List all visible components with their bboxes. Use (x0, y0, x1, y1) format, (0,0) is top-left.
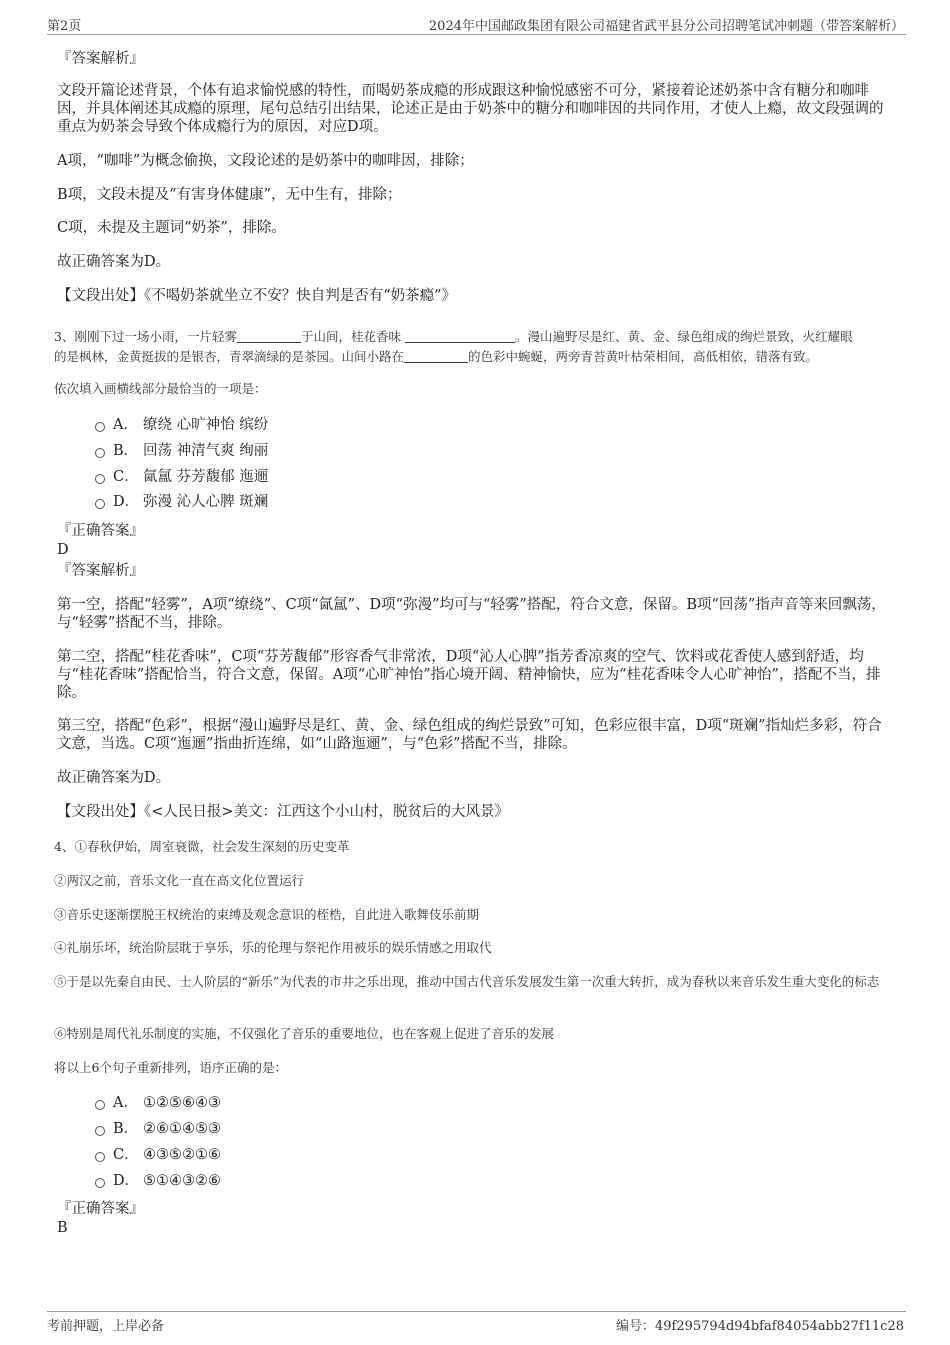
q3-question (54, 327, 904, 367)
q2-analysis-paragraph: 文段开篇论述背景，个体有追求愉悦感的特性，而喝奶茶成瘾的形成跟这种愉悦感密不可分，紧接着论述奶茶中含有糖分和咖啡因，并具体阐述其成瘾的原理，尾句总结引出结果，论述正是由于奶茶中的糖分和咖啡因的共同作用，才使人上瘾，故文段强调的重点为奶茶会导致个体成瘾行为的原因，对应D项。 (57, 83, 884, 135)
q4-option-a[interactable]: A． ①②⑤⑥④③ (95, 1093, 221, 1113)
page-header (47, 14, 906, 35)
q3-instruction: 依次填入画横线部分最恰当的一项是： (54, 381, 267, 396)
q3-blank-1 (237, 330, 301, 343)
q4-sentence-3: ③音乐史逐渐摆脱王权统治的束缚及观念意识的桎梏，自此进入歌舞伎乐前期 (54, 907, 480, 922)
q3-text-4: 的是枫林，金黄挺拔的是银杏，青翠滴绿的是茶园。山间小路在 (54, 349, 405, 364)
q3-option-c[interactable]: C． 氤氲 芬芳馥郁 迤逦 (95, 467, 268, 487)
q3-analysis-para-1: 第一空，搭配“轻雾”，A项“缭绕”、C项“氤氲”、D项“弥漫”均可与“轻雾”搭配，符合文意，保留。B项“回荡”指声音等来回飘荡，与“轻雾”搭配不当，排除。 (57, 597, 886, 631)
q4-sentence-5: ⑤于是以先秦自由民、士人阶层的“新乐”为代表的市井之乐出现，推动中国古代音乐发展发生第一次重大转折，成为春秋以来音乐发生重大变化的标志 (54, 974, 880, 989)
q3-source: 【文段出处】《<人民日报>美文：江西这个小山村，脱贫后的大风景》 (57, 804, 510, 820)
q3-text-1: 3、刚刚下过一场小雨，一片轻雾 (54, 329, 237, 344)
q4-correct-answer: B (57, 1220, 68, 1236)
q3-option-d[interactable]: D． 弥漫 沁人心脾 斑斓 (95, 492, 268, 512)
q3-text-2: 于山间，桂花香味 (300, 329, 401, 344)
q3-blank-2 (405, 330, 515, 343)
radio-icon[interactable] (95, 422, 105, 432)
radio-icon[interactable] (95, 1100, 105, 1110)
radio-icon[interactable] (95, 1126, 105, 1136)
q4-sentence-4: ④礼崩乐坏，统治阶层耽于享乐，乐的伦理与祭祀作用被乐的娱乐情感之用取代 (54, 940, 492, 955)
q4-instruction: 将以上6个句子重新排列，语序正确的是： (54, 1060, 287, 1075)
q4-correct-title: 『正确答案』 (57, 1201, 144, 1217)
radio-icon[interactable] (95, 1178, 105, 1188)
q4-sentence-2: ②两汉之前，音乐文化一直在高文化位置运行 (54, 873, 305, 888)
q4-option-b[interactable]: B． ②⑥①④⑤③ (95, 1119, 221, 1139)
q3-analysis-para-3: 第三空，搭配“色彩”，根据“漫山遍野尽是红、黄、金、绿色组成的绚烂景致”可知，色彩应很丰富，D项“斑斓”指灿烂多彩，符合文意，当选。C项“迤逦”指曲折连绵，如“山路迤逦”，与“色彩”搭配不当，排除。 (57, 718, 882, 752)
q2-analysis-title: 『答案解析』 (57, 51, 144, 67)
radio-icon[interactable] (95, 499, 105, 509)
document-title: 2024年中国邮政集团有限公司福建省武平县分公司招聘笔试冲刺题（带答案解析） (428, 19, 904, 34)
q4-sentence-1: 4、①春秋伊始，周室衰微，社会发生深刻的历史变革 (54, 839, 350, 854)
q3-analysis-title: 『答案解析』 (57, 563, 144, 579)
q2-option-c-note: C项，未提及主题词“奶茶”，排除。 (57, 220, 286, 236)
q3-blank-3 (404, 350, 468, 363)
radio-icon[interactable] (95, 448, 105, 458)
q2-option-b-note: B项，文段未提及“有害身体健康”，无中生有，排除； (57, 187, 402, 203)
q2-source: 【文段出处】《不喝奶茶就坐立不安？快自判是否有“奶茶瘾”》 (57, 288, 457, 304)
q3-text-5: 的色彩中蜿蜒，两旁青苔黄叶枯荣相间，高低相依，错落有致。 (468, 349, 819, 364)
q4-option-c[interactable]: C． ④③⑤②①⑥ (95, 1145, 221, 1165)
page-number: 第2页 (47, 19, 82, 34)
q2-option-a-note: A项，“咖啡”为概念偷换，文段论述的是奶茶中的咖啡因，排除； (57, 153, 474, 169)
q4-sentence-6: ⑥特别是周代礼乐制度的实施，不仅强化了音乐的重要地位，也在客观上促进了音乐的发展 (54, 1026, 555, 1041)
page-footer (47, 1311, 906, 1336)
q3-analysis-para-2: 第二空，搭配“桂花香味”，C项“芬芳馥郁”形容香气非常浓，D项“沁人心脾”指芳香凉爽的空气、饮料或花香使人感到舒适，均与“桂花香味”搭配恰当，符合文意，保留。A项“心旷神怡”指心境开阔、精神愉快，应为“桂花香味令人心旷神怡”，搭配不当，排除。 (57, 649, 881, 701)
radio-icon[interactable] (95, 1152, 105, 1162)
footer-slogan: 考前押题，上岸必备 (47, 1319, 165, 1334)
footer-serial: 编号：49f295794d94bfaf84054abb27f11c28 (615, 1319, 904, 1334)
q2-conclusion: 故正确答案为D。 (57, 254, 171, 270)
q3-correct-title: 『正确答案』 (57, 523, 144, 539)
q3-text-3: 。漫山遍野尽是红、黄、金、绿色组成的绚烂景致，火红耀眼 (514, 329, 853, 344)
radio-icon[interactable] (95, 474, 105, 484)
q4-option-d[interactable]: D． ⑤①④③②⑥ (95, 1171, 221, 1191)
q3-conclusion: 故正确答案为D。 (57, 770, 171, 786)
q3-correct-answer: D (57, 542, 69, 558)
q3-option-a[interactable]: A． 缭绕 心旷神怡 缤纷 (95, 415, 268, 435)
q3-option-b[interactable]: B． 回荡 神清气爽 绚丽 (95, 441, 268, 461)
